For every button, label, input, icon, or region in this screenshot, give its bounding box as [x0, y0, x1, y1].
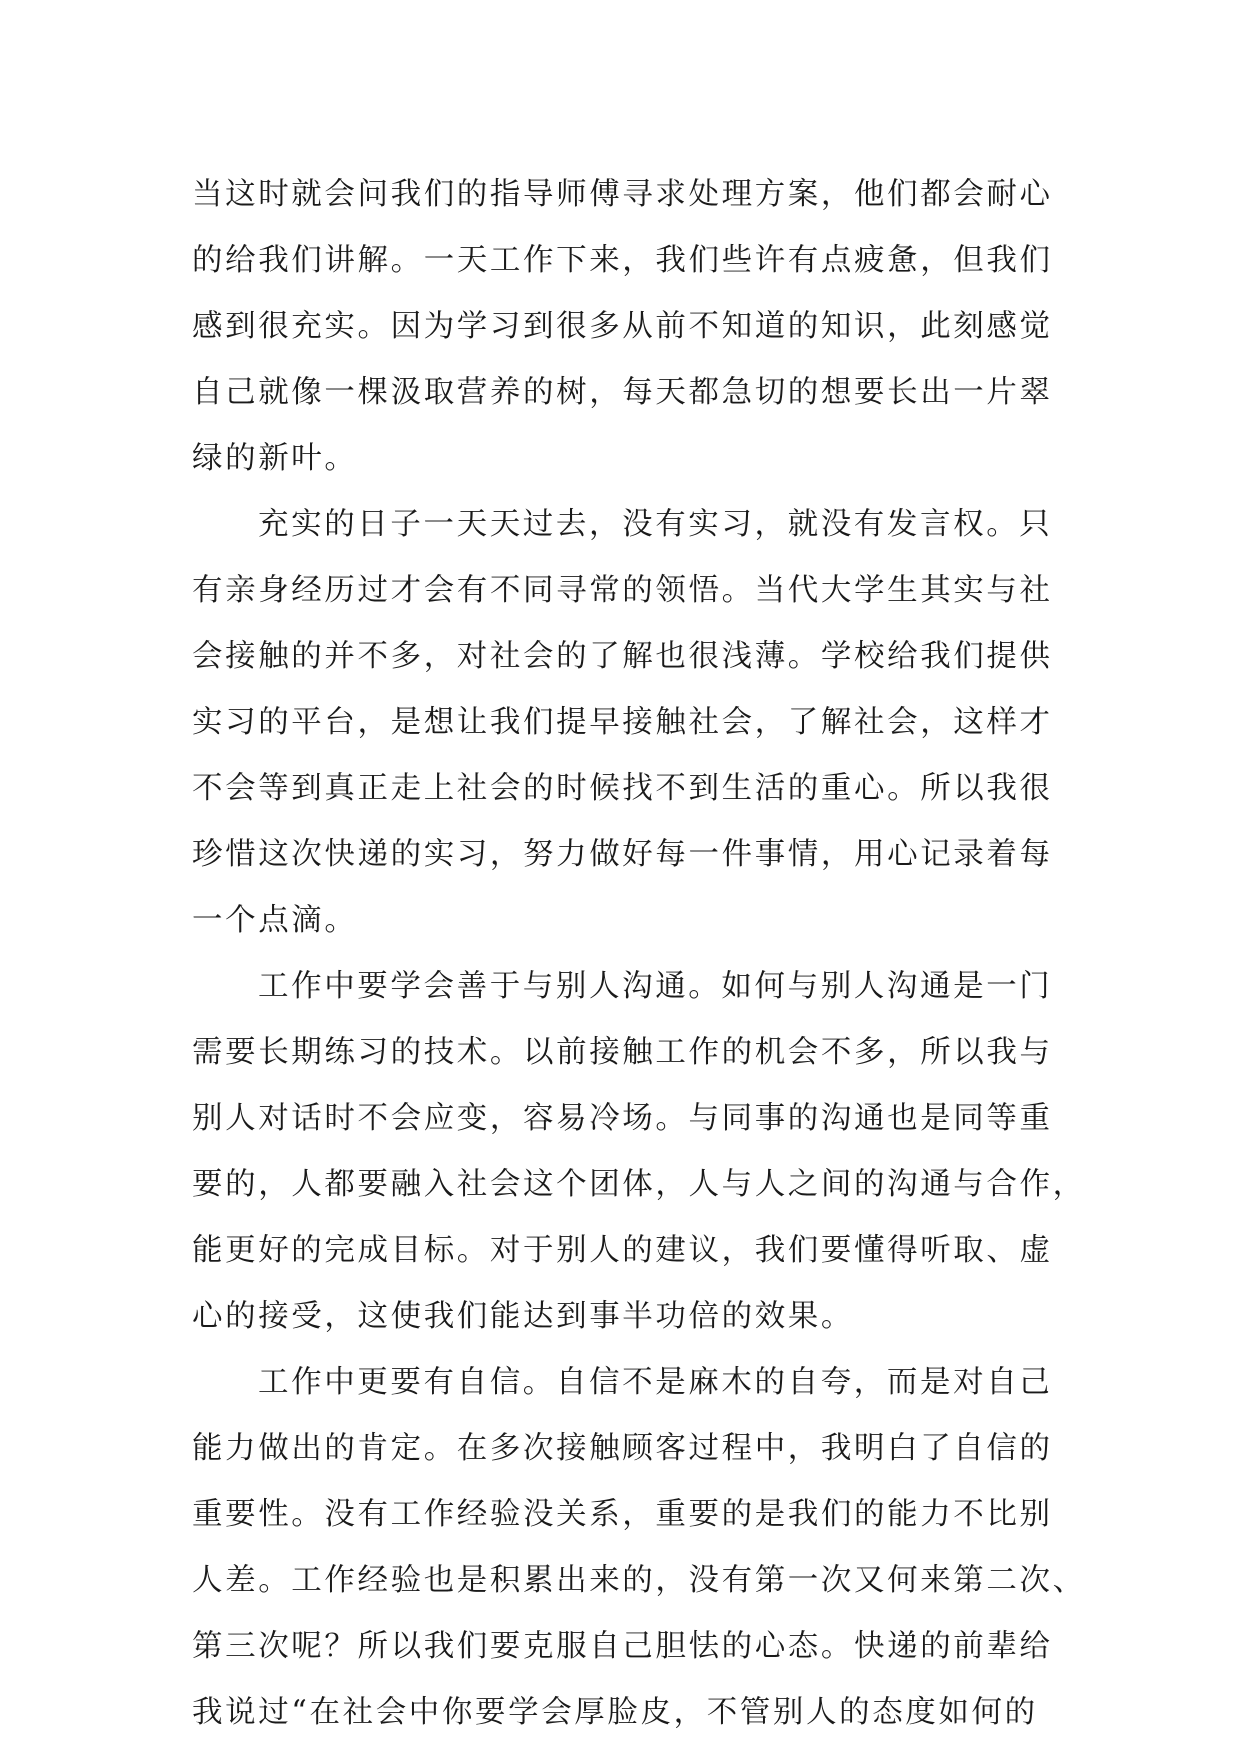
text-line: 珍惜这次快递的实习，努力做好每一件事情，用心记录着每 [192, 837, 1053, 872]
text-line: 当这时就会问我们的指导师傅寻求处理方案，他们都会耐心 [192, 177, 1053, 212]
text-line: 别人对话时不会应变，容易冷场。与同事的沟通也是同等重 [192, 1101, 1053, 1136]
text-line: 重要性。没有工作经验没关系，重要的是我们的能力不比别 [192, 1497, 1053, 1532]
text-line: 我说过“在社会中你要学会厚脸皮，不管别人的态度如何的 [192, 1695, 1038, 1730]
text-line: 能更好的完成目标。对于别人的建议，我们要懂得听取、虚 [192, 1233, 1053, 1268]
text-line: 心的接受，这使我们能达到事半功倍的效果。 [192, 1299, 854, 1334]
text-line: 有亲身经历过才会有不同寻常的领悟。当代大学生其实与社 [192, 573, 1053, 608]
text-line: 一个点滴。 [192, 903, 358, 938]
text-line: 的给我们讲解。一天工作下来，我们些许有点疲惫，但我们 [192, 243, 1053, 278]
paragraph-first-line: 工作中更要有自信。自信不是麻木的自夸，而是对自己 [258, 1365, 1053, 1400]
text-line: 自己就像一棵汲取营养的树，每天都急切的想要长出一片翠 [192, 375, 1053, 410]
text-line: 不会等到真正走上社会的时候找不到生活的重心。所以我很 [192, 771, 1053, 806]
text-line: 能力做出的肯定。在多次接触顾客过程中，我明白了自信的 [192, 1431, 1053, 1466]
body-text [192, 162, 1086, 1746]
text-line: 需要长期练习的技术。以前接触工作的机会不多，所以我与 [192, 1035, 1053, 1070]
text-line: 实习的平台，是想让我们提早接触社会，了解社会，这样才 [192, 705, 1053, 740]
text-line: 人差。工作经验也是积累出来的，没有第一次又何来第二次、 [192, 1563, 1086, 1598]
text-line: 要的，人都要融入社会这个团体，人与人之间的沟通与合作， [192, 1167, 1086, 1202]
paragraph-first-line: 工作中要学会善于与别人沟通。如何与别人沟通是一门 [258, 969, 1053, 1004]
text-line: 感到很充实。因为学习到很多从前不知道的知识，此刻感觉 [192, 309, 1053, 344]
text-line: 会接触的并不多，对社会的了解也很浅薄。学校给我们提供 [192, 639, 1053, 674]
text-line: 绿的新叶。 [192, 441, 358, 476]
text-line: 第三次呢？所以我们要克服自己胆怯的心态。快递的前辈给 [192, 1629, 1053, 1664]
paragraph-first-line: 充实的日子一天天过去，没有实习，就没有发言权。只 [258, 507, 1053, 542]
